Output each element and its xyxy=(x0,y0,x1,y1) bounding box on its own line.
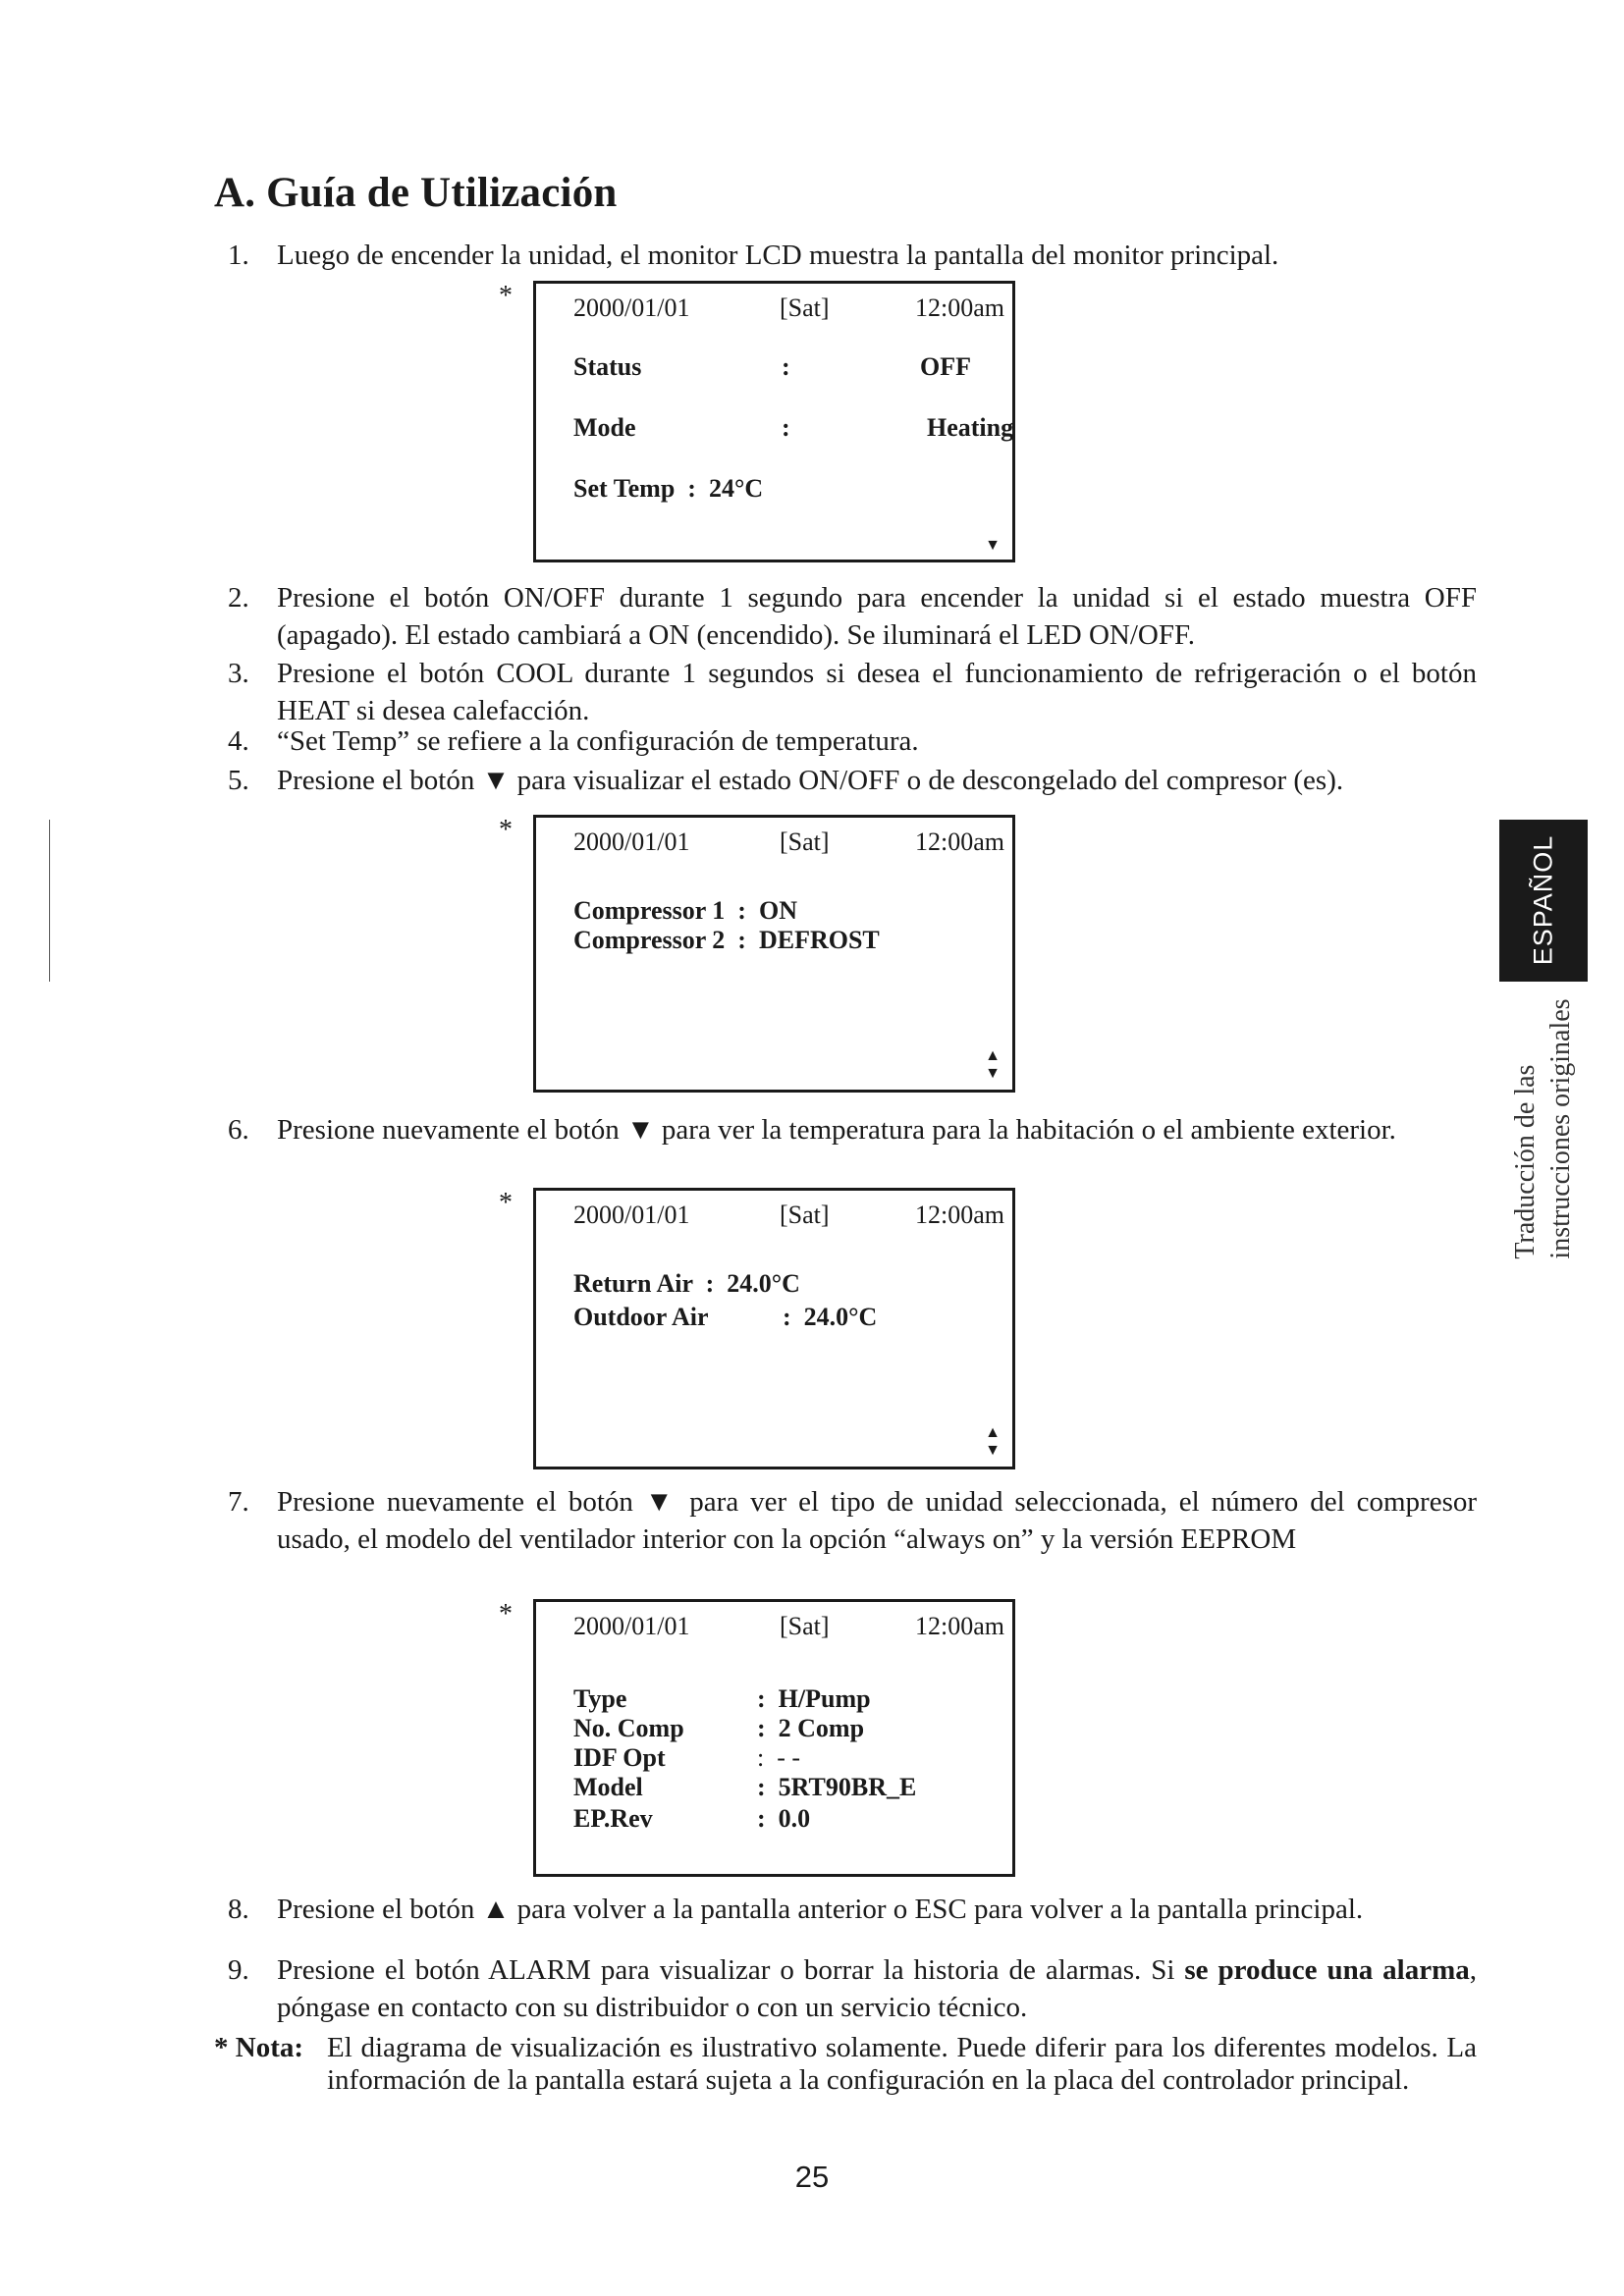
item-text xyxy=(277,762,1477,799)
up-arrow-icon: ▲ xyxy=(481,1894,511,1925)
ep-rev-value: : 0.0 xyxy=(757,1804,811,1833)
model-value: : 5RT90BR_E xyxy=(757,1773,917,1801)
mode-separator: : xyxy=(782,413,790,442)
lcd-time: 12:00am xyxy=(915,1201,1004,1229)
compressor-2-line: Compressor 2 : DEFROST xyxy=(573,926,880,954)
list-item xyxy=(228,722,1477,760)
list-item xyxy=(228,1891,1477,1928)
text-before: Presione el botón xyxy=(277,765,475,796)
language-tab-label: ESPAÑOL xyxy=(1528,834,1558,966)
no-comp-value: : 2 Comp xyxy=(757,1714,865,1742)
text-after: , póngase en contacto con su distribuidor o con un servicio técnico. xyxy=(277,1954,1478,2023)
list-item xyxy=(228,579,1477,654)
text-after: para ver el tipo de unidad seleccionada, el número del compresor usado, el modelo del ventilador interior con la opción “always on” y la versión EEPROM xyxy=(277,1486,1478,1555)
item-text: Presione el botón COOL durante 1 segundos si desea el funcionamiento de refrigeración o el botón HEAT si desea calefacción. xyxy=(277,658,1477,726)
status-separator: : xyxy=(782,352,790,381)
compressor-1-line: Compressor 1 : ON xyxy=(573,896,797,925)
item-text: Luego de encender la unidad, el monitor LCD muestra la pantalla del monitor principal. xyxy=(277,240,1279,271)
item-text xyxy=(277,1111,1477,1148)
scroll-down-icon: ▼ xyxy=(985,1065,1001,1082)
down-arrow-icon: ▼ xyxy=(644,1486,678,1518)
idf-opt-value: : - - xyxy=(757,1743,801,1772)
lcd-screen-unit-info xyxy=(533,1599,1015,1877)
outdoor-air-value: : 24.0°C xyxy=(783,1303,878,1331)
item-text: Presione el botón ON/OFF durante 1 segundo para encender la unidad si el estado muestra OFF (apagado). El estado cambiará a ON (encendido). Se iluminará el LED ON/OFF. xyxy=(277,582,1477,651)
text-before: Presione el botón ALARM para visualizar o borrar la historia de alarmas. Si xyxy=(277,1954,1175,1986)
asterisk-marker: * xyxy=(499,1188,513,1218)
type-value: : H/Pump xyxy=(757,1684,871,1713)
lcd-header xyxy=(573,828,1004,859)
side-caption-line1: Traducción de las xyxy=(1510,1064,1541,1259)
lcd-date: 2000/01/01 xyxy=(573,1201,690,1229)
lcd-screen-temperature xyxy=(533,1188,1015,1469)
item-text xyxy=(277,1951,1477,2026)
item-number: 4. xyxy=(228,725,249,757)
lcd-date: 2000/01/01 xyxy=(573,828,690,856)
type-label: Type xyxy=(573,1684,627,1713)
list-item xyxy=(228,762,1477,799)
lcd-header xyxy=(573,294,1004,325)
note-label: * Nota: xyxy=(214,2032,304,2063)
list-item xyxy=(228,1483,1477,1558)
scroll-up-icon: ▲ xyxy=(985,1047,1001,1064)
status-label: Status xyxy=(573,352,642,381)
item-number: 9. xyxy=(228,1954,249,1986)
item-number: 2. xyxy=(228,582,249,614)
mode-label: Mode xyxy=(573,413,636,442)
item-number: 7. xyxy=(228,1486,249,1518)
scroll-up-icon: ▲ xyxy=(985,1424,1001,1441)
text-after: para ver la temperatura para la habitación o el ambiente exterior. xyxy=(661,1114,1396,1146)
note-text: El diagrama de visualización es ilustrativo solamente. Puede diferir para los diferentes modelos. La información de la pantalla estará sujeta a la configuración en la placa del controlador principal. xyxy=(327,2032,1477,2096)
side-caption-line2: instrucciones originales xyxy=(1545,998,1576,1259)
item-text: “Set Temp” se refiere a la configuración de temperatura. xyxy=(277,725,919,757)
lcd-header xyxy=(573,1201,1004,1232)
footnote xyxy=(214,2032,1477,2097)
idf-opt-label: IDF Opt xyxy=(573,1743,666,1772)
asterisk-marker: * xyxy=(499,1599,513,1629)
lcd-day: [Sat] xyxy=(780,1201,830,1229)
lcd-screen-compressor xyxy=(533,815,1015,1093)
margin-rule xyxy=(49,820,50,982)
ep-rev-label: EP.Rev xyxy=(573,1804,653,1833)
model-label: Model xyxy=(573,1773,643,1801)
list-item xyxy=(228,1111,1477,1148)
lcd-day: [Sat] xyxy=(780,294,830,322)
no-comp-label: No. Comp xyxy=(573,1714,684,1742)
down-arrow-icon: ▼ xyxy=(625,1114,655,1146)
side-caption xyxy=(1508,998,1579,1258)
lcd-day: [Sat] xyxy=(780,1612,830,1640)
asterisk-marker: * xyxy=(499,281,513,311)
list-item xyxy=(228,655,1477,729)
mode-value: Heating xyxy=(927,413,1014,442)
text-before: Presione nuevamente el botón xyxy=(277,1486,633,1518)
item-number: 5. xyxy=(228,765,249,796)
scroll-down-icon: ▼ xyxy=(985,537,1001,554)
language-tab xyxy=(1499,820,1588,982)
lcd-date: 2000/01/01 xyxy=(573,294,690,322)
text-before: Presione nuevamente el botón xyxy=(277,1114,620,1146)
item-number: 3. xyxy=(228,658,249,689)
return-air-line: Return Air : 24.0°C xyxy=(573,1269,800,1298)
lcd-day: [Sat] xyxy=(780,828,830,856)
lcd-date: 2000/01/01 xyxy=(573,1612,690,1640)
text-bold: se produce una alarma xyxy=(1184,1954,1470,1986)
text-after: para volver a la pantalla anterior o ESC para volver a la pantalla principal. xyxy=(516,1894,1364,1925)
item-number: 8. xyxy=(228,1894,249,1925)
outdoor-air-label: Outdoor Air xyxy=(573,1303,709,1331)
set-temp-line: Set Temp : 24°C xyxy=(573,474,764,503)
status-value: OFF xyxy=(920,352,971,381)
lcd-time: 12:00am xyxy=(915,828,1004,856)
item-text xyxy=(277,1891,1477,1928)
scroll-down-icon: ▼ xyxy=(985,1442,1001,1459)
text-after: para visualizar el estado ON/OFF o de descongelado del compresor (es). xyxy=(516,765,1344,796)
lcd-screen-main xyxy=(533,281,1015,562)
list-item xyxy=(228,1951,1477,2026)
item-text xyxy=(277,1483,1477,1558)
section-heading: A. Guía de Utilización xyxy=(214,170,618,216)
item-number: 6. xyxy=(228,1114,249,1146)
lcd-time: 12:00am xyxy=(915,1612,1004,1640)
text-before: Presione el botón xyxy=(277,1894,475,1925)
item-number: 1. xyxy=(228,240,249,271)
down-arrow-icon: ▼ xyxy=(481,765,511,796)
page-number: 25 xyxy=(794,2160,830,2194)
lcd-time: 12:00am xyxy=(915,294,1004,322)
lcd-header xyxy=(573,1612,1004,1643)
list-item xyxy=(228,237,1477,274)
asterisk-marker: * xyxy=(499,815,513,845)
